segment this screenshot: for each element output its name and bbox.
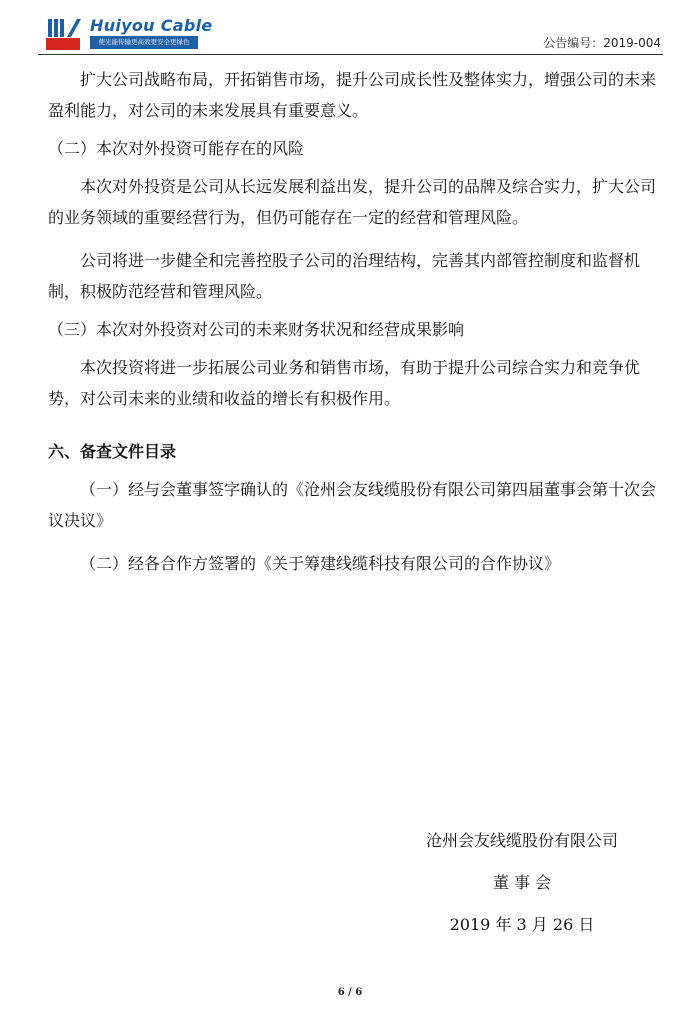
signature-board: 董 事 会 — [492, 873, 552, 892]
logo-slogan: 使光能传输更高效更安全更绿色 — [90, 36, 198, 49]
section-reference-documents: 六、备查文件目录 — [48, 442, 177, 461]
heading-investment-risk: （二）本次对外投资可能存在的风险 — [48, 139, 305, 158]
document-number: 公告编号：2019-004 — [543, 36, 661, 50]
page-header — [38, 14, 663, 55]
paragraph-governance: 公司将进一步健全和完善控股子公司的治理结构，完善其内部管控制度和监督机制，积极防范经营和管理风险。 — [48, 251, 641, 301]
company-logo — [46, 16, 213, 51]
signature-block — [402, 820, 642, 946]
signature-date: 2019 年 3 月 26 日 — [449, 915, 595, 934]
reference-item-2: （二）经各合作方签署的《关于筹建线缆科技有限公司的合作协议》 — [80, 554, 561, 573]
logo-mark-icon — [46, 17, 82, 51]
heading-financial-impact: （三）本次对外投资对公司的未来财务状况和经营成果影响 — [48, 320, 465, 339]
document-body — [48, 64, 660, 579]
reference-item-1: （一）经与会董事签字确认的《沧州会友线缆股份有限公司第四届董事会第十次会议决议》 — [48, 480, 657, 530]
paragraph-risk: 本次对外投资是公司从长远发展利益出发，提升公司的品牌及综合实力，扩大公司的业务领域的重要经营行为，但仍可能存在一定的经营和管理风险。 — [48, 177, 657, 227]
paragraph-strategy: 扩大公司战略布局，开拓销售市场，提升公司成长性及整体实力，增强公司的未来盈利能力，对公司的未来发展具有重要意义。 — [48, 70, 657, 120]
logo-brand-text: Huiyou Cable — [90, 16, 213, 35]
paragraph-impact: 本次投资将进一步拓展公司业务和销售市场，有助于提升公司综合实力和竞争优势，对公司未来的业绩和收益的增长有积极作用。 — [48, 358, 641, 408]
signature-company: 沧州会友线缆股份有限公司 — [425, 831, 618, 850]
page-number: 6 / 6 — [337, 987, 363, 998]
